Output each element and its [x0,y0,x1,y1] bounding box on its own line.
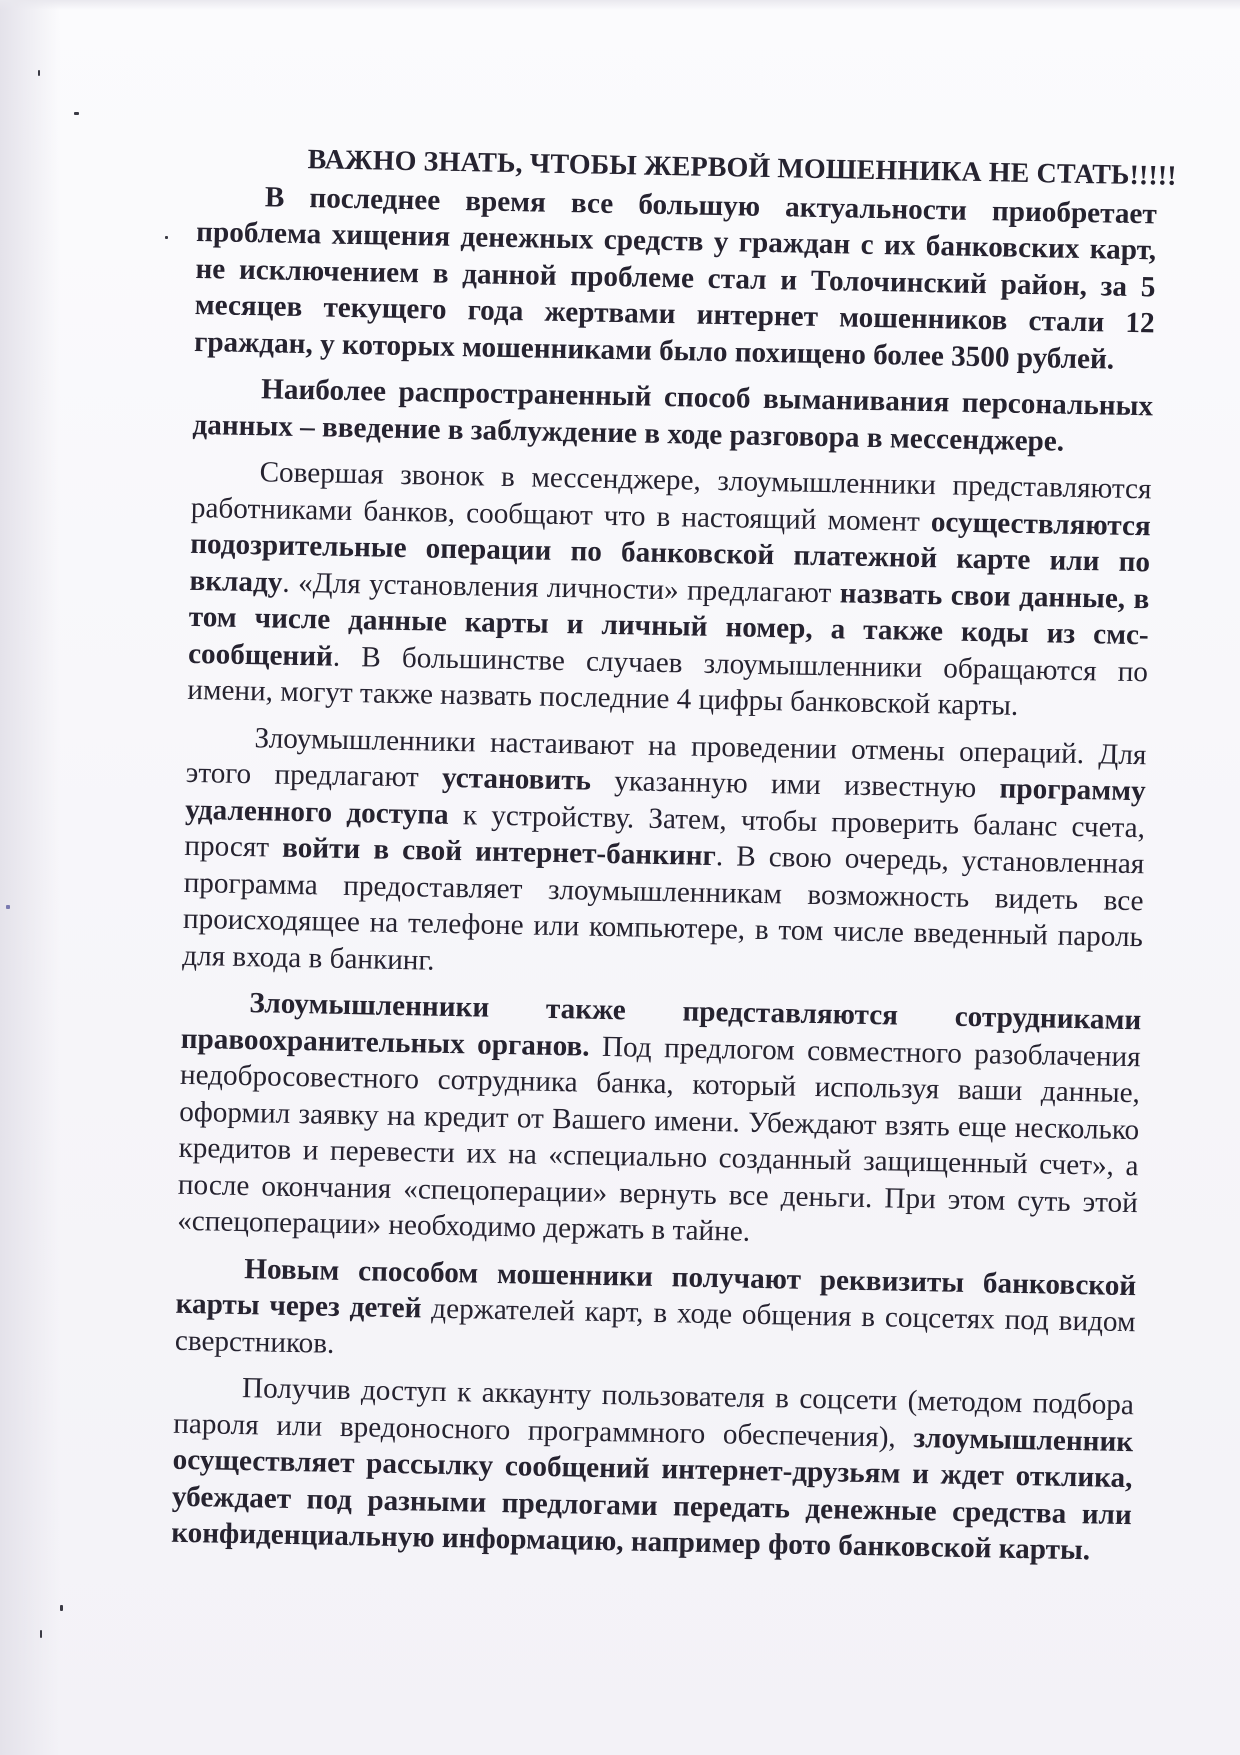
page-edge-shadow [0,0,60,1755]
scan-speck [74,112,79,115]
paragraph-emphasis: Новым способом мошенники получают реквизиты банковской карты через детей [175,1252,1137,1325]
paragraph-text: держателей карт, в ходе общения в соцсетях под видом сверстников. [174,1292,1136,1360]
paragraph-text: к устройству. Затем, чтобы проверить баланс счета, просят [184,798,1146,864]
paragraph-emphasis: осуществляются подозрительные операции по банковской платежной карте или по вкладу [189,505,1152,599]
paragraph-intro: В последнее время все большую актуальности приобретает проблема хищения денежных средств у граждан с их банковских карт, не исключением в данной проблеме стал и Толочинский район, за 5 месяцев текущего года жертвами интернет мошенников стали 12 граждан, у которых мошенниками было похищено более 3500 рублей. [193,180,1158,376]
paragraph-law-enforcement [177,984,1142,1258]
paragraph-bank-call [187,453,1152,727]
paragraph-text: . В большинстве случаев злоумышленники обращаются по имени, могут также назвать последние 4 цифры банковской карты. [187,640,1149,722]
scan-speck [60,1605,63,1611]
paragraph-emphasis: злоумышленник осуществляет рассылку сообщений интернет-друзьям и ждет отклика, убеждает под разными предлогами передать денежные средства или конфиденциальную информацию, например фото банковской карты. [170,1421,1134,1567]
paragraph-text: Под предлогом совместного разоблачения недобросовестного сотрудника банка, который используя ваши данные, оформил заявку на кредит от Вашего имени. Убеждают взять еще несколько кредитов и перевести их на «специально созданный защищенный счет», а после окончания «спецоперации» вернуть все деньги. При этом суть этой «спецоперации» необходимо держать в тайне. [176,1030,1141,1248]
paragraph-main-method: Наиболее распространенный способ выманивания персональных данных – введение в заблуждение в ходе разговора в мессенджере. [192,373,1154,458]
paragraph-text: указанную ими известную [590,764,1000,805]
paragraph-text: Совершая звонок в мессенджере, злоумышленники представляются работниками банков, сообщают что в настоящий момент [190,456,1152,538]
scan-speck [165,236,168,239]
paragraph-social-account [171,1369,1134,1570]
paragraph-text: . В свою очередь, установленная программа предоставляет злоумышленникам возможность видеть все происходящее на телефоне или компьютере, в том числе введенный пароль для входа в банкинг. [182,840,1145,977]
scan-speck [6,905,10,909]
paragraph-emphasis: установить [441,761,592,797]
scan-speck [40,1630,42,1638]
paragraph-emphasis: программу удаленного доступа [184,772,1146,831]
document-title: ВАЖНО ЗНАТЬ, ЧТОБЫ ЖЕРВОЙ МОШЕННИКА НЕ СТАТЬ!!!!! [307,144,1177,192]
scan-speck [38,70,40,76]
paragraph-emphasis: назвать свои данные, в том числе данные карты и личный номер, а также коды из смс-сообщений [187,576,1150,673]
paragraph-children [175,1249,1137,1377]
document-body [170,140,1177,1580]
paragraph-text: Злоумышленники настаивают на проведении отмены операций. Для этого предлагают [185,721,1147,794]
paragraph-emphasis: войти в свой интернет-банкинг [281,831,717,873]
paragraph-emphasis: Злоумышленники также представляются сотрудниками правоохранительных органов. [180,987,1142,1063]
paragraph-text: Получив доступ к аккаунту пользователя в соцсети (методом подбора пароля или вредоносного программного обеспечения), [173,1372,1135,1454]
paragraph-text: . «Для установления личности» предлагают [282,566,841,609]
paragraph-remote-access [182,718,1147,992]
page-top-edge [0,0,1240,10]
